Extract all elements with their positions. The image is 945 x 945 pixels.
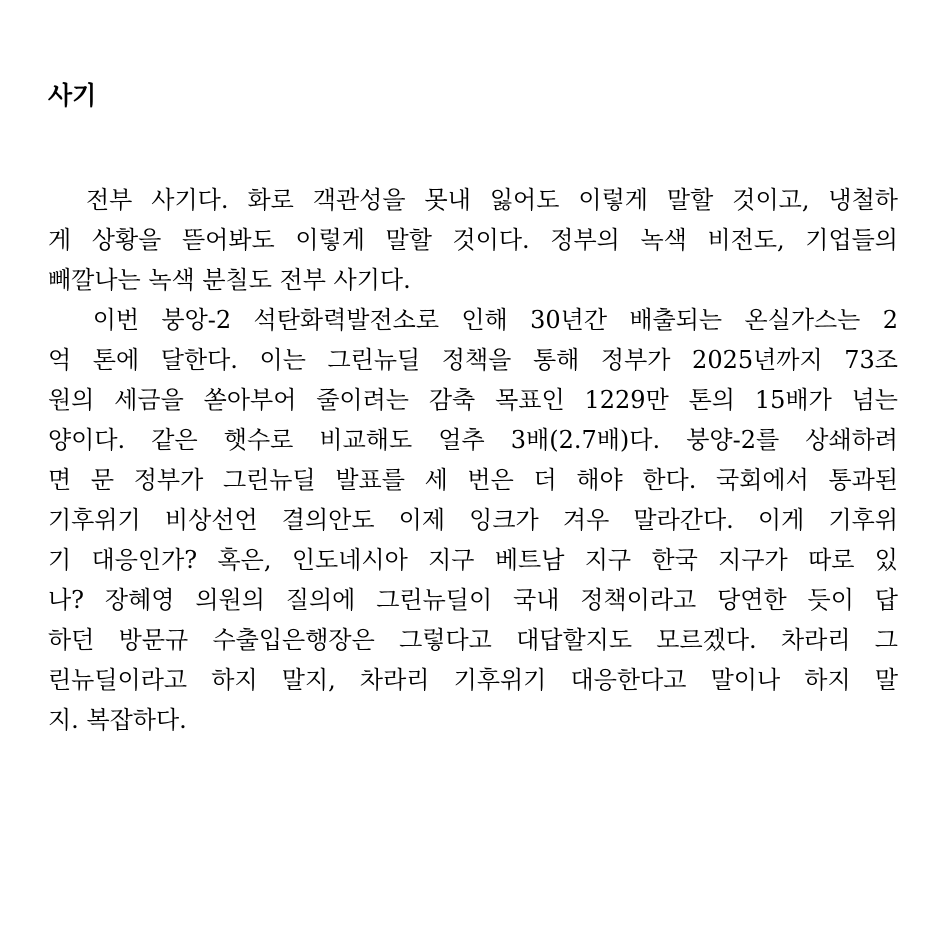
body-line: 양이다. 같은 햇수로 비교해도 얼추 3배(2.7배)다. 붕양-2를 상쇄하려	[48, 426, 898, 454]
body-line: 빼깔나는 녹색 분칠도 전부 사기다.	[48, 266, 411, 294]
body-line: 이번 붕앙-2 석탄화력발전소로 인해 30년간 배출되는 온실가스는 2	[48, 306, 898, 334]
body-line: 나? 장혜영 의원의 질의에 그린뉴딜이 국내 정책이라고 당연한 듯이 답	[48, 586, 898, 614]
body-line: 게 상황을 뜯어봐도 이렇게 말할 것이다. 정부의 녹색 비전도, 기업들의	[48, 226, 898, 254]
body-line: 원의 세금을 쏟아부어 줄이려는 감축 목표인 1229만 톤의 15배가 넘는	[48, 386, 898, 414]
document-body	[48, 180, 898, 740]
body-line: 기후위기 비상선언 결의안도 이제 잉크가 겨우 말라간다. 이게 기후위	[48, 506, 898, 534]
body-line: 지. 복잡하다.	[48, 706, 187, 734]
body-line: 전부 사기다. 화로 객관성을 못내 잃어도 이렇게 말할 것이고, 냉철하	[48, 186, 898, 214]
body-line: 면 문 정부가 그린뉴딜 발표를 세 번은 더 해야 한다. 국회에서 통과된	[48, 466, 898, 494]
body-line: 억 톤에 달한다. 이는 그린뉴딜 정책을 통해 정부가 2025년까지 73조	[48, 346, 898, 374]
body-line: 하던 방문규 수출입은행장은 그렇다고 대답할지도 모르겠다. 차라리 그	[48, 626, 898, 654]
body-line: 기 대응인가? 혹은, 인도네시아 지구 베트남 지구 한국 지구가 따로 있	[48, 546, 898, 574]
body-line: 린뉴딜이라고 하지 말지, 차라리 기후위기 대응한다고 말이나 하지 말	[48, 666, 898, 694]
document-title: 사기	[48, 81, 97, 110]
